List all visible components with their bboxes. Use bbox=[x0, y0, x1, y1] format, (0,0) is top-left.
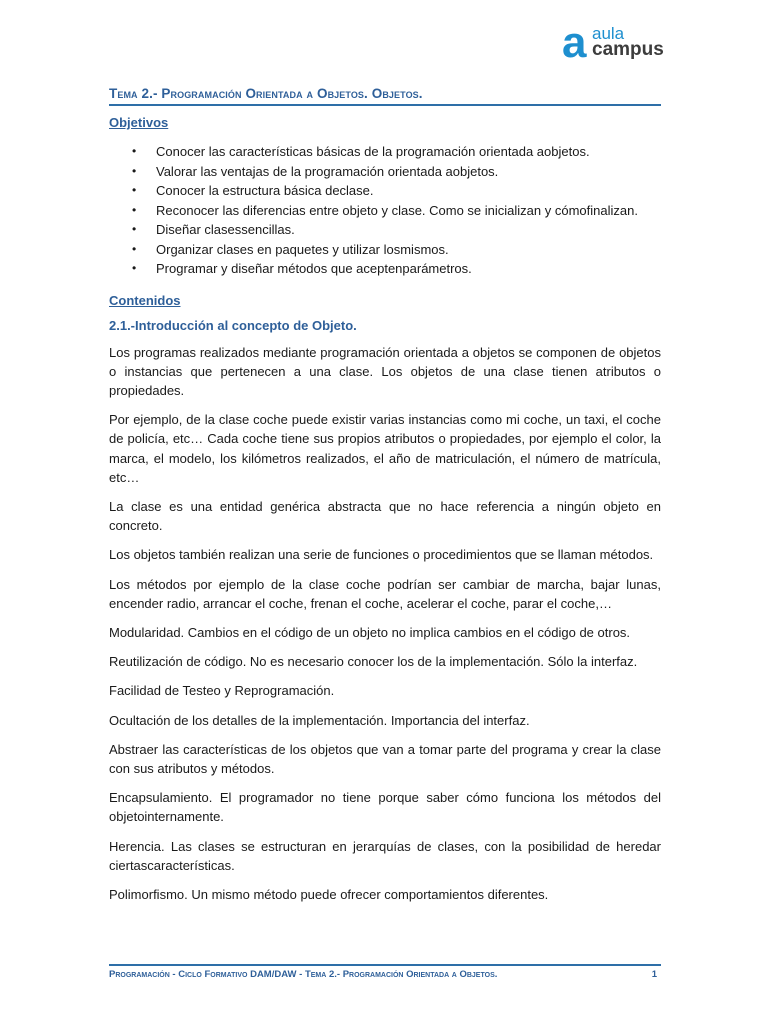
logo-word-campus: campus bbox=[592, 39, 664, 60]
document-page bbox=[109, 86, 661, 904]
section-heading: 2.1.-Introducción al concepto de Objeto. bbox=[109, 317, 357, 333]
paragraph: La clase es una entidad genérica abstracta que no hace referencia a ningún objeto en concreto. bbox=[109, 498, 661, 534]
objetivo-item bbox=[109, 201, 661, 221]
objetivo-item bbox=[109, 181, 661, 201]
objetivo-text: Organizar clases en paquetes y utilizar losmismos. bbox=[156, 241, 449, 257]
aula-campus-logo bbox=[562, 18, 672, 67]
objetivo-item bbox=[109, 162, 661, 182]
paragraph: Reutilización de código. No es necesario conocer los de la implementación. Sólo la interfaz. bbox=[109, 654, 638, 670]
bullet-icon: • bbox=[132, 183, 137, 197]
objetivos-list bbox=[109, 142, 661, 279]
page-footer bbox=[109, 964, 661, 980]
page-number: 1 bbox=[651, 969, 657, 980]
objetivo-text: Reconocer las diferencias entre objeto y clase. Como se inicializan y cómofinalizan. bbox=[156, 202, 638, 218]
logo-mark: a bbox=[562, 18, 587, 67]
paragraph: Por ejemplo, de la clase coche puede existir varias instancias como mi coche, un taxi, el coche de policía, etc… Cada coche tiene sus propios atributos o propiedades, por ejemplo el color, la marca, el modelo, los kilómetros realizados, el año de matriculación, el número de matrícula, etc… bbox=[109, 412, 661, 485]
paragraph: Encapsulamiento. El programador no tiene porque saber cómo funciona los métodos del objetointernamente. bbox=[109, 790, 661, 825]
bullet-icon: • bbox=[132, 222, 137, 236]
paragraph: Polimorfismo. Un mismo método puede ofrecer comportamientos diferentes. bbox=[109, 886, 549, 902]
objetivo-item bbox=[109, 220, 661, 240]
logo-wordmark bbox=[592, 26, 664, 58]
paragraph: Herencia. Las clases se estructuran en jerarquías de clases, con la posibilidad de heredar ciertascaracterísticas. bbox=[109, 838, 661, 873]
objetivo-text: Conocer la estructura básica declase. bbox=[156, 183, 374, 198]
objetivo-item bbox=[109, 240, 661, 260]
objetivo-text: Valorar las ventajas de la programación orientada aobjetos. bbox=[156, 163, 499, 179]
paragraph: Ocultación de los detalles de la implementación. Importancia del interfaz. bbox=[109, 712, 530, 728]
bullet-icon: • bbox=[132, 144, 137, 158]
document-title: Tema 2.- Programación Orientada a Objetos. Objetos. bbox=[109, 86, 661, 106]
objetivo-text: Diseñar clasessencillas. bbox=[156, 222, 295, 237]
bullet-icon: • bbox=[132, 261, 137, 275]
bullet-icon: • bbox=[132, 241, 137, 256]
footer-text: Programación - Ciclo Formativo DAM/DAW - Tema 2.- Programación Orientada a Objetos. bbox=[109, 969, 498, 980]
paragraph: Los programas realizados mediante programación orientada a objetos se componen de objetos o instancias que pertenecen a una clase. Los objetos de una clase tienen atributos o propiedades. bbox=[109, 344, 661, 398]
logo-word-aula: aula bbox=[592, 24, 625, 43]
bullet-icon: • bbox=[132, 163, 137, 178]
paragraph: Los métodos por ejemplo de la clase coche podrían ser cambiar de marcha, bajar lunas, encender radio, arrancar el coche, frenan el coche, acelerar el coche, parar el coche,… bbox=[109, 576, 661, 611]
objetivos-heading: Objetivos bbox=[109, 115, 169, 130]
paragraph: Los objetos también realizan una serie de funciones o procedimientos que se llaman métodos. bbox=[109, 547, 654, 563]
paragraph: Abstraer las características de los objetos que van a tomar parte del programa y crear la clase con sus atributos y métodos. bbox=[109, 741, 661, 776]
contenidos-heading: Contenidos bbox=[109, 292, 181, 308]
paragraph: Facilidad de Testeo y Reprogramación. bbox=[109, 683, 335, 699]
objetivo-text: Conocer las características básicas de la programación orientada aobjetos. bbox=[156, 144, 590, 159]
objetivo-text: Programar y diseñar métodos que aceptenparámetros. bbox=[156, 261, 472, 276]
objetivo-item bbox=[109, 259, 661, 279]
paragraph: Modularidad. Cambios en el código de un objeto no implica cambios en el código de otros. bbox=[109, 624, 631, 640]
objetivo-item bbox=[109, 142, 661, 162]
bullet-icon: • bbox=[132, 202, 137, 217]
